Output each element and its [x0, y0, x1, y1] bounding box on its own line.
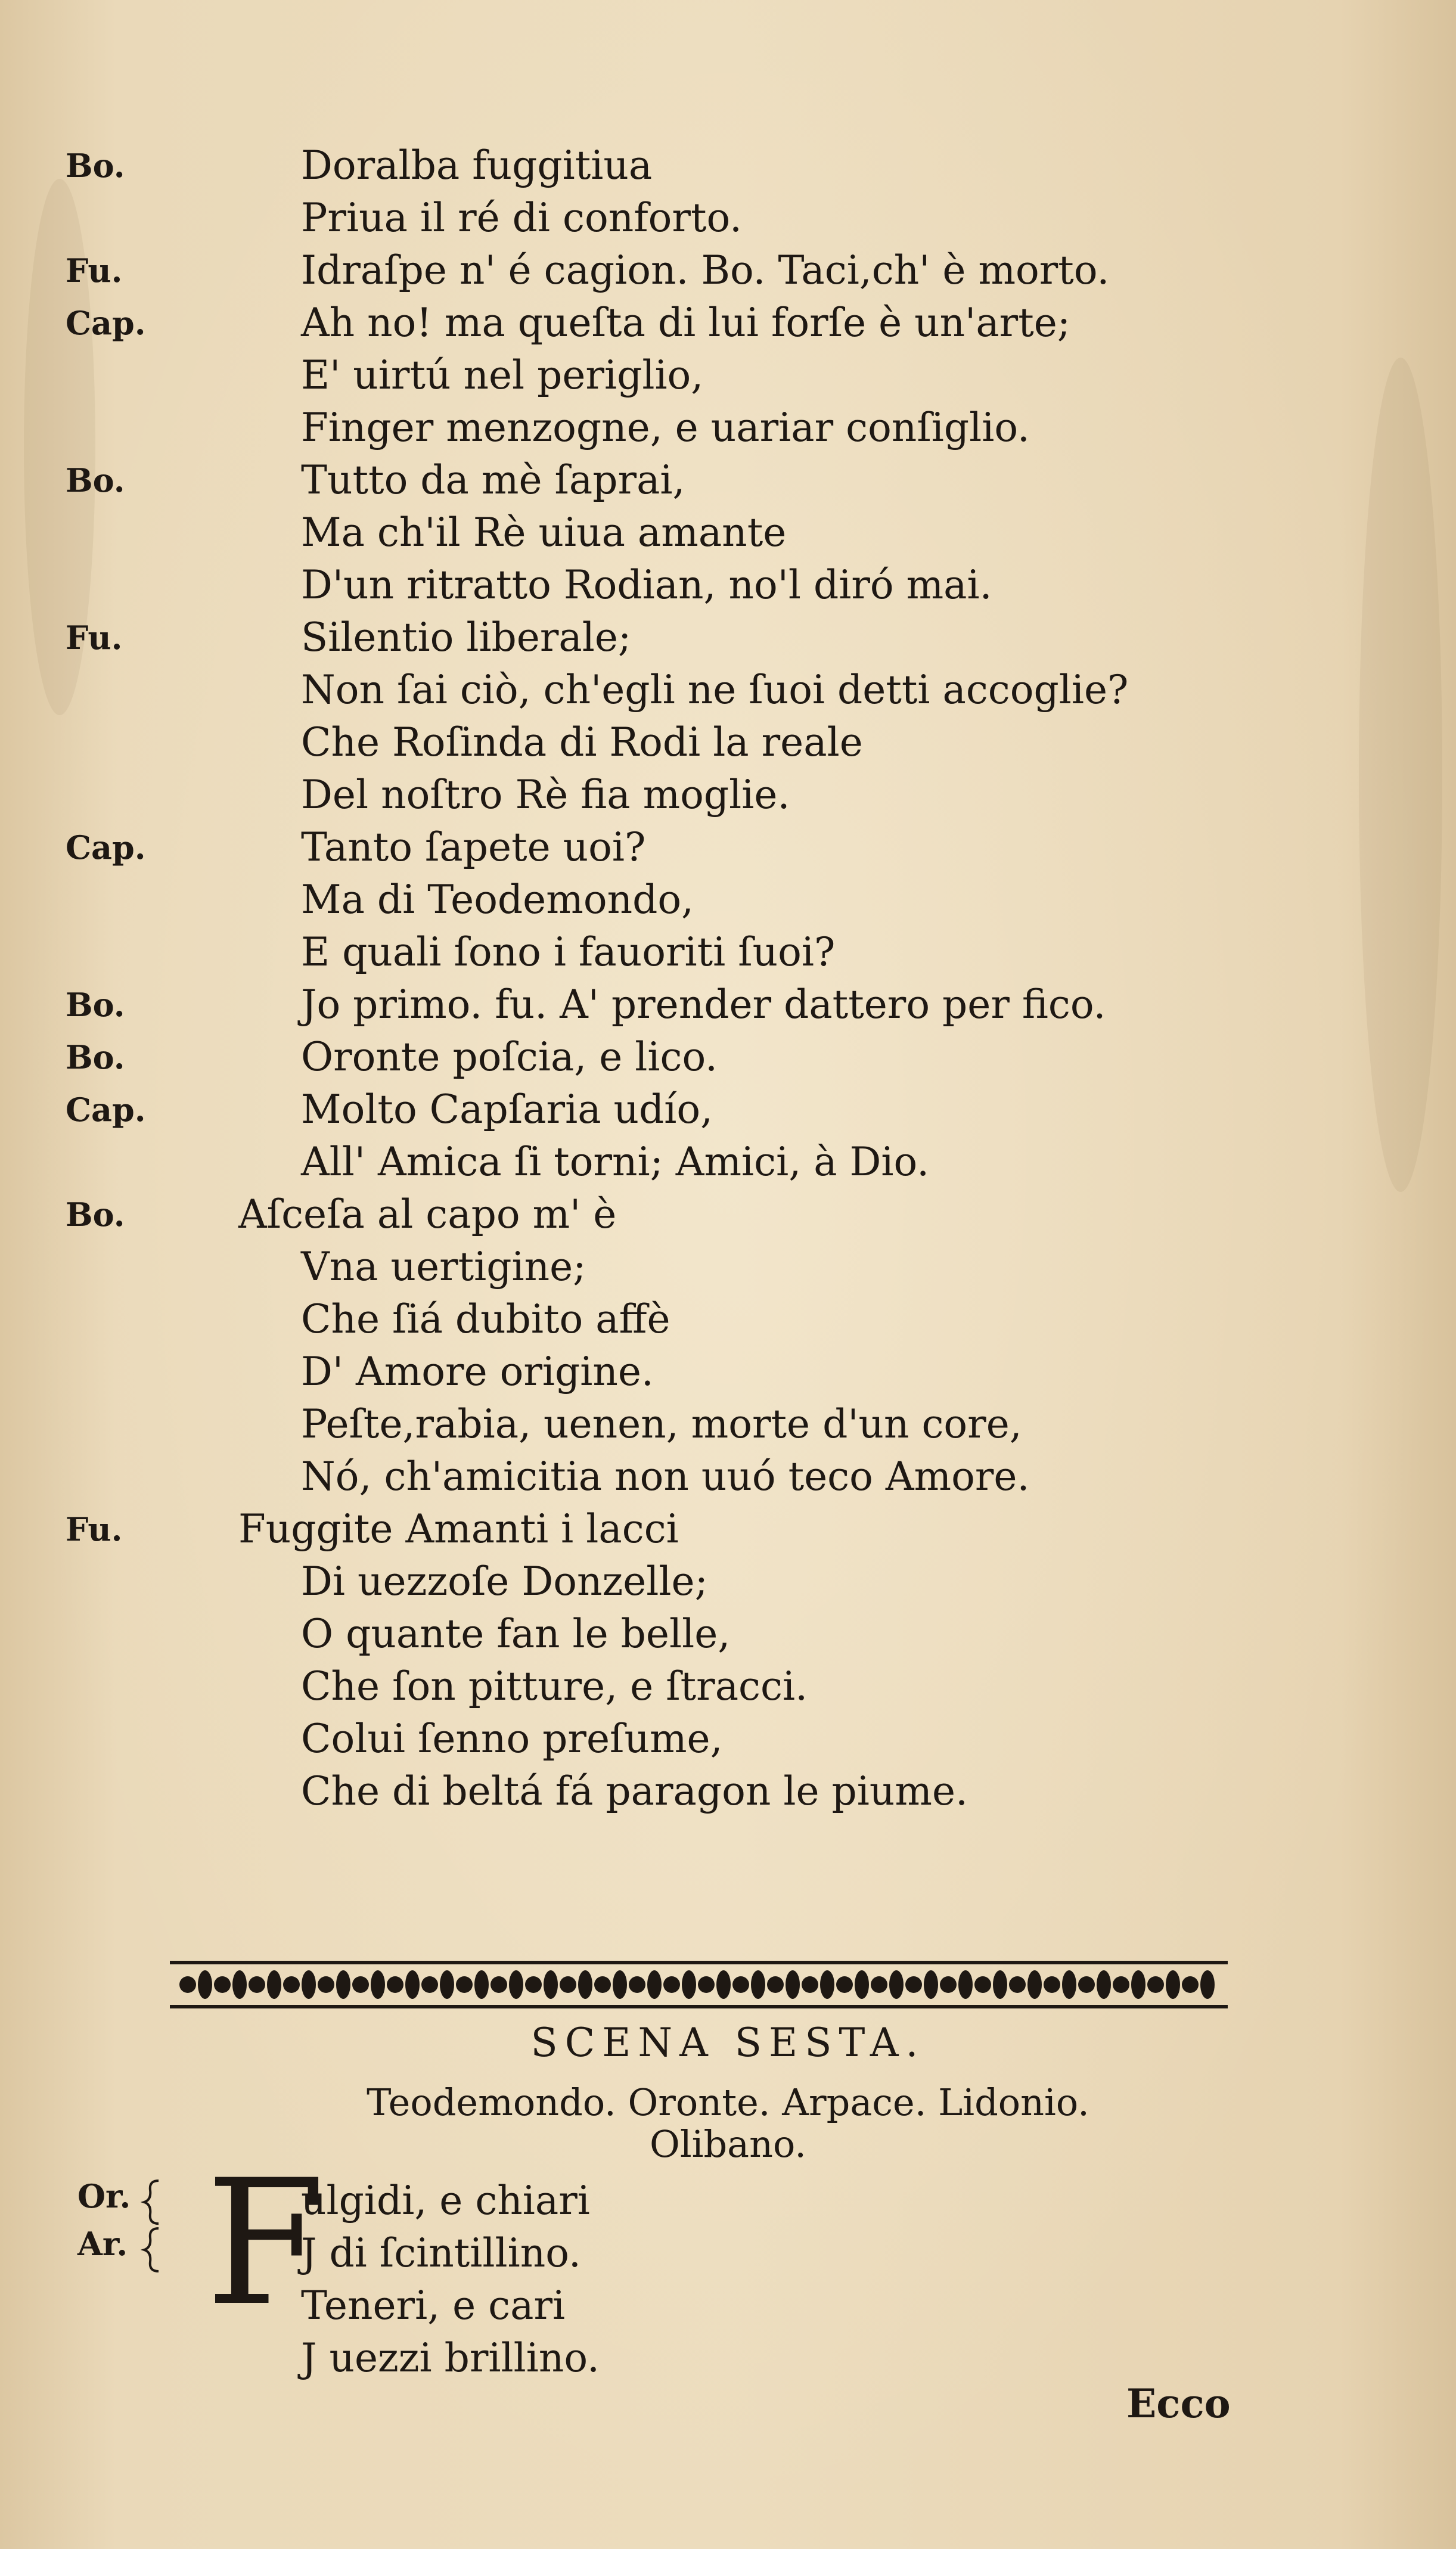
verse-line: ulgidi, e chiari	[301, 2178, 590, 2224]
dialogue-line	[0, 245, 1456, 296]
dialogue-line	[0, 1137, 1456, 1188]
dialogue-line	[0, 1241, 1456, 1293]
verse-text: Fuggite Amanti i lacci	[238, 1506, 679, 1552]
verse-text: Ma ch'il Rè uiua amante	[301, 510, 787, 555]
dialogue-line	[0, 350, 1456, 401]
dialogue-line	[0, 927, 1456, 978]
dialogue-line	[0, 1032, 1456, 1083]
dialogue-line	[0, 1661, 1456, 1712]
dialogue-line	[0, 612, 1456, 663]
dialogue-line	[0, 1084, 1456, 1135]
speaker-label: Ar.	[77, 2225, 128, 2263]
dialogue-line	[0, 1609, 1456, 1660]
speaker-label: Cap.	[66, 304, 146, 342]
speaker-label: Fu.	[66, 252, 123, 290]
verse-text: E quali ſono i fauoriti ſuoi?	[301, 929, 836, 975]
speaker-label: Bo.	[66, 147, 125, 185]
verse-text: Priua il ré di conforto.	[301, 195, 743, 241]
speaker-label: Bo.	[66, 1196, 125, 1234]
verse-text: Doralba fuggitiua	[301, 142, 653, 188]
speaker-label: Bo.	[66, 461, 125, 499]
verse-text: Che di beltá fá paragon le piume.	[301, 1768, 968, 1814]
verse-text: Ah no! ma queſta di lui forſe è un'arte;	[301, 300, 1071, 346]
verse-line: Teneri, e cari	[301, 2283, 566, 2328]
dialogue-line	[0, 560, 1456, 611]
dialogue-line	[0, 1766, 1456, 1817]
verse-text: Idraſpe n' é cagion. Bo. Taci,ch' è morto.	[301, 247, 1110, 293]
verse-line: J uezzi brillino.	[301, 2335, 600, 2381]
verse-text: All' Amica ſi torni; Amici, à Dio.	[301, 1139, 930, 1185]
verse-text: Jo primo. fu. A' prender dattero per fico.	[301, 982, 1106, 1027]
verse-text: Ma di Teodemondo,	[301, 877, 694, 923]
dialogue-line	[0, 402, 1456, 454]
verse-text: D'un ritratto Rodian, no'l diró mai.	[301, 562, 992, 608]
verse-line: J di ſcintillino.	[301, 2230, 581, 2276]
dialogue-line	[0, 1504, 1456, 1555]
dialogue-line	[0, 665, 1456, 716]
verse-text: Colui ſenno preſume,	[301, 1716, 723, 1762]
verse-text: Che Roſinda di Rodi la reale	[301, 719, 863, 765]
verse-text: Silentio liberale;	[301, 614, 632, 660]
cast-list: Teodemondo. Oronte. Arpace. Lidonio.	[367, 2081, 1089, 2124]
speaker-label: Fu.	[66, 1510, 123, 1548]
dialogue-line	[0, 1399, 1456, 1450]
verse-text: Di uezzoſe Donzelle;	[301, 1558, 708, 1604]
verse-text: Che ſiá dubito affè	[301, 1296, 670, 1342]
verse-text: Tutto da mè ſaprai,	[301, 457, 685, 503]
verse-text: Oronte poſcia, e lico.	[301, 1034, 718, 1080]
dialogue-line	[0, 979, 1456, 1030]
verse-text: Molto Capſaria udío,	[301, 1086, 713, 1132]
scene-heading: SCENA SESTA.	[530, 2020, 926, 2066]
dialogue-line	[0, 507, 1456, 558]
dialogue-line	[0, 822, 1456, 873]
catchword: Ecco	[1126, 2380, 1231, 2427]
verse-text: Del noſtro Rè fia moglie.	[301, 772, 790, 818]
verse-text: Finger menzogne, e uariar conſiglio.	[301, 405, 1030, 451]
dialogue-line	[0, 140, 1456, 191]
dialogue-line	[0, 874, 1456, 926]
dialogue-line	[0, 1294, 1456, 1345]
verse-text: Vna uertigine;	[301, 1244, 586, 1290]
cast-list-cont: Olibano.	[649, 2122, 806, 2166]
verse-text: Peſte,rabia, uenen, morte d'un core,	[301, 1401, 1022, 1447]
dialogue-line	[0, 193, 1456, 244]
verse-text: E' uirtú nel periglio,	[301, 352, 704, 398]
verse-text: Nó, ch'amicitia non uuó teco Amore.	[301, 1454, 1030, 1499]
dialogue-line	[0, 1451, 1456, 1502]
verse-text: Aſceſa al capo m' è	[238, 1191, 617, 1237]
speaker-label: Fu.	[66, 619, 123, 657]
verse-text: Che ſon pitture, e ſtracci.	[301, 1663, 808, 1709]
verse-text: D' Amore origine.	[301, 1349, 654, 1395]
dialogue-line	[0, 1713, 1456, 1765]
speaker-label: Or.	[77, 2177, 131, 2215]
speaker-label: Cap.	[66, 1091, 146, 1129]
speaker-label: Cap.	[66, 828, 146, 867]
dialogue-line	[0, 1556, 1456, 1607]
ornamental-border	[170, 1957, 1228, 2012]
dialogue-line	[0, 1346, 1456, 1398]
speaker-label: Bo.	[66, 986, 125, 1024]
verse-text: Tanto ſapete uoi?	[301, 824, 646, 870]
verse-text: O quante fan le belle,	[301, 1611, 731, 1657]
dialogue-line	[0, 717, 1456, 768]
dialogue-line	[0, 297, 1456, 349]
dialogue-line	[0, 769, 1456, 821]
speaker-label: Bo.	[66, 1038, 125, 1076]
dialogue-line	[0, 455, 1456, 506]
drop-cap: F	[206, 2143, 326, 2344]
dialogue-line	[0, 1189, 1456, 1240]
verse-text: Non ſai ciò, ch'egli ne ſuoi detti accoglie?	[301, 667, 1129, 713]
